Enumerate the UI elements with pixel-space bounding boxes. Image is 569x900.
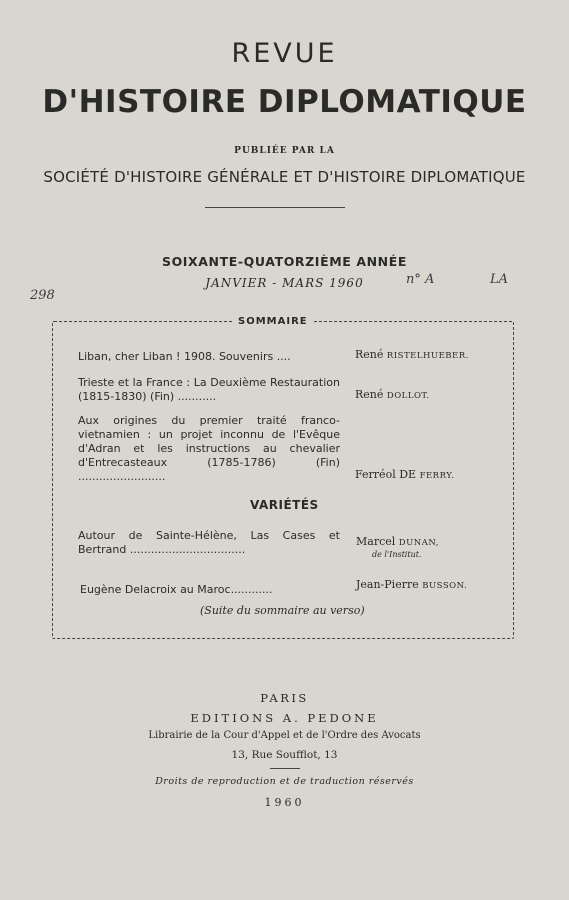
varietes-entry-title: Autour de Sainte-Hélène, Las Cases et Bertrand ................................. [78,529,340,556]
varietes-entry-title: Eugène Delacroix au Maroc............ [80,583,273,596]
author-first-name: Jean-Pierre [356,578,419,591]
published-by: PUBLIÉE PAR LA [234,146,335,156]
journal-title: D'HISTOIRE DIPLOMATIQUE [42,84,527,120]
varietes-heading: VARIÉTÉS [250,498,319,512]
author-first-name: Ferréol DE [355,468,417,481]
header-divider [205,207,345,208]
contents-heading: SOMMAIRE [232,316,314,327]
varietes-entry-author [356,535,439,550]
publisher-description: Librairie de la Cour d'Appel et de l'Ordre des Avocats [148,730,421,741]
contents-entry-title: Trieste et la France : La Deuxième Restauration (1815-1830) (Fin) ........... [78,376,340,403]
varietes-entry-author [356,578,467,593]
author-first-name: Marcel [356,535,396,548]
contents-continued-note: (Suite du sommaire au verso) [200,604,365,617]
society-name: SOCIÉTÉ D'HISTOIRE GÉNÉRALE ET D'HISTOIRE DIPLOMATIQUE [43,168,526,186]
publication-city: PARIS [260,691,309,705]
volume-year: SOIXANTE-QUATORZIÈME ANNÉE [161,254,408,269]
contents-entry-title: Aux origines du premier traité franco-vietnamien : un projet inconnu de l'Evêque d'Adran et les instructions au chevalier d'Entrecasteaux (1785-1786) (Fin) ......................... [78,414,340,483]
contents-entry-author [355,468,454,483]
handwritten-note-left: 298 [30,288,55,303]
footer-divider [270,768,300,769]
author-last-name: DOLLOT. [386,391,430,401]
journal-prefix: REVUE [231,38,338,69]
author-first-name: René [355,348,384,361]
contents-entry-author [355,348,469,363]
author-affiliation: de l'Institut. [372,550,422,559]
author-first-name: René [355,388,384,401]
author-last-name: DUNAN, [398,538,439,548]
contents-entry-author [355,388,430,403]
handwritten-note-right: LA [490,272,509,287]
publisher-address: 13, Rue Soufflot, 13 [231,749,338,761]
contents-entry-title: Liban, cher Liban ! 1908. Souvenirs .... [78,350,291,363]
author-last-name: BUSSON. [422,581,468,591]
publication-year: 1960 [264,796,305,809]
handwritten-note-mid: n° A [406,272,435,287]
author-last-name: RISTELHUEBER. [386,351,469,361]
issue-date: JANVIER - MARS 1960 [205,276,364,290]
author-last-name: FERRY. [419,471,455,481]
publisher-name: EDITIONS A. PEDONE [190,711,379,725]
rights-notice: Droits de reproduction et de traduction réservés [155,776,414,787]
